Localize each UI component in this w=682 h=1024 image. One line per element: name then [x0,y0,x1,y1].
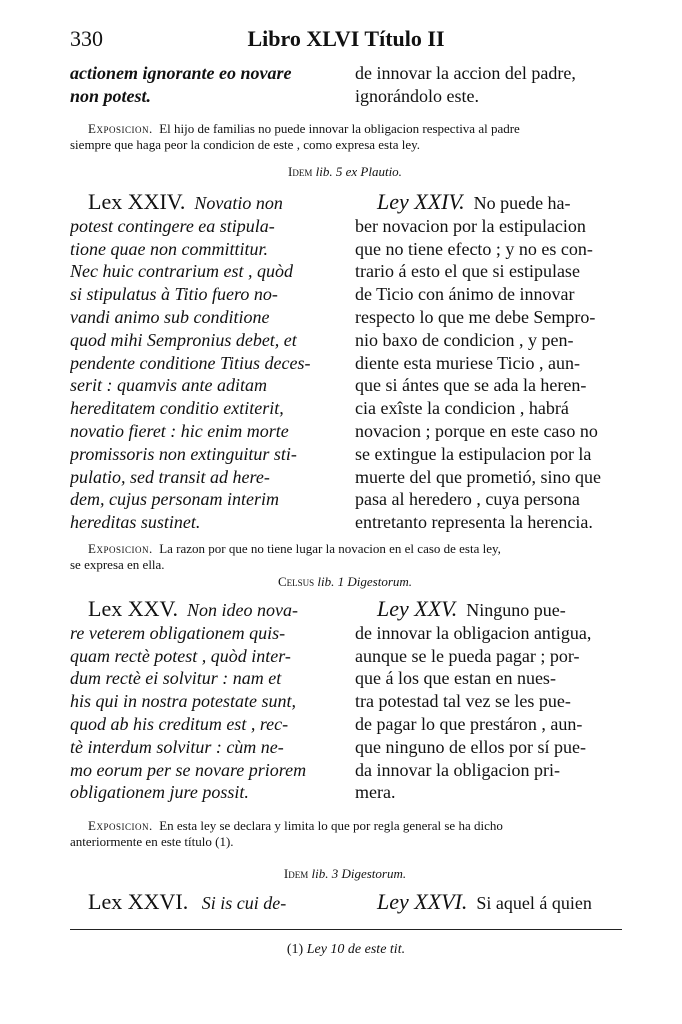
latin-line: tè interdum solvitur : cùm ne- [70,736,284,757]
latin-line: Novatio non [194,193,283,213]
exposition-text: En esta ley se declara y limita lo que por regla general se ha dicho [159,818,503,833]
latin-line: novatio fieret : hic enim morte [70,420,289,441]
spanish-line: que á los que estan en nues- [355,668,556,689]
latin-line: potest contingere ea stipula- [70,215,275,236]
latin-line: serit : quamvis ante aditam [70,375,267,396]
spanish-line: entretanto representa la herencia. [355,512,593,533]
spanish-line: muerte del que prometió, sino que [355,466,601,487]
spanish-line: que no tiene efecto ; y no es con- [355,238,593,259]
source-author: Idem [288,164,313,179]
ley-heading: Ley XXV. [377,598,458,621]
latin-line: vandi animo sub conditione [70,306,270,327]
lex-heading: Lex XXV. [88,598,179,621]
ley-heading: Ley XXVI. [377,891,468,914]
spanish-line: trario á esto el que si estipulase [355,261,580,282]
exposition-text: El hijo de familias no puede innovar la obligacion respectiva al padre [159,121,520,136]
latin-column [70,891,342,915]
latin-line: obligationem jure possit. [70,782,249,803]
latin-line: dem, cujus personam interim [70,489,279,510]
exposition-label: Exposicion. [88,818,153,833]
spanish-line: de Ticio con ánimo de innovar [355,284,575,305]
spanish-line: novacion ; porque en este caso no [355,420,598,441]
spanish-line: se extingue la estipulacion por la [355,443,592,464]
source-author: Idem [283,866,309,881]
spanish-line: de innovar la obligacion antigua, [355,622,592,643]
spanish-column [355,598,620,804]
latin-line: quam rectè potest , quòd inter- [70,645,291,666]
latin-line: actionem ignorante eo novare [70,63,292,83]
spanish-line: mera. [355,782,396,803]
latin-line: his qui in nostra potestate sunt, [70,691,297,712]
spanish-column [355,191,620,534]
exposition-text: anteriormente en este título (1). [70,834,234,849]
latin-line: quod mihi Sempronius debet, et [70,329,297,350]
continuation-block [70,62,620,110]
latin-line: quod ab his creditum est , rec- [70,713,289,734]
footnote [70,942,622,958]
source-citation-1 [70,164,620,180]
spanish-line: Si aquel á quien [476,893,592,913]
running-header [70,26,622,54]
spanish-line: ber novacion por la estipulacion [355,215,586,236]
latin-column [70,598,342,804]
latin-line: hereditatem conditio extiterit, [70,398,284,419]
lex-24-block [70,191,620,531]
lex-26-block [70,891,620,919]
spanish-line: que si ántes que se ada la heren- [355,375,587,396]
spanish-column [355,62,620,108]
spanish-line: nio baxo de condicion , y pen- [355,329,574,350]
spanish-line: Ninguno pue- [466,600,566,620]
source-ref: lib. 5 ex Plautio. [315,164,402,179]
exposition-1 [70,121,625,153]
exposition-text: siempre que haga peor la condicion de este , como expresa esta ley. [70,137,421,152]
running-title: Libro XLVI Título II [247,26,445,51]
spanish-line: cia exîste la condicion , habrá [355,398,569,419]
ley-heading: Ley XXIV. [377,191,465,214]
spanish-line: que ninguno de ellos por sí pue- [355,736,586,757]
latin-line: pulatio, sed transit ad here- [70,466,270,487]
latin-line: dum rectè ei solvitur : nam et [70,668,282,689]
source-citation-3 [70,866,620,882]
latin-line: non potest. [70,85,152,106]
spanish-line: de innovar la accion del padre, [355,63,576,83]
source-author: Celsus [277,574,315,589]
spanish-line: No puede ha- [473,193,571,213]
latin-line: pendente conditione Titius deces- [70,352,311,373]
footnote-rule [70,929,622,930]
spanish-line: pasa al heredero , cuya persona [355,489,580,510]
latin-line: si stipulatus à Titio fuero no- [70,284,278,305]
spanish-line: tra potestad tal vez se les pue- [355,691,571,712]
latin-line: mo eorum per se novare priorem [70,759,307,780]
spanish-line: da innovar la obligacion pri- [355,759,560,780]
latin-column [70,191,342,534]
exposition-label: Exposicion. [88,541,153,556]
latin-line: Si is cui de- [201,893,287,913]
spanish-line: de pagar lo que prestáron , aun- [355,713,583,734]
source-ref: lib. 1 Digestorum. [317,574,413,589]
spanish-line: ignorándolo este. [355,85,479,106]
latin-line: re veterem obligationem quis- [70,622,286,643]
source-ref: lib. 3 Digestorum. [311,866,407,881]
latin-line: tione quae non committitur. [70,238,268,259]
lex-heading: Lex XXVI. [88,891,189,914]
exposition-text: se expresa en ella. [70,557,165,572]
spanish-line: respecto lo que me debe Sempro- [355,306,596,327]
source-citation-2 [70,574,620,590]
spanish-line: diente esta muriese Ticio , aun- [355,352,580,373]
lex-heading: Lex XXIV. [88,191,186,214]
exposition-3 [70,818,625,850]
exposition-text: La razon por que no tiene lugar la novacion en el caso de esta ley, [159,541,501,556]
footnote-text: Ley 10 de este tit. [306,942,406,957]
lex-25-block [70,598,620,808]
latin-column [70,62,342,108]
page-number: 330 [70,26,103,51]
footnote-mark: (1) [286,942,304,957]
latin-line: Non ideo nova- [187,600,299,620]
latin-line: hereditas sustinet. [70,512,201,533]
exposition-2 [70,541,625,573]
latin-line: promissoris non extinguitur sti- [70,443,297,464]
spanish-line: aunque se le pueda pagar ; por- [355,645,580,666]
exposition-label: Exposicion. [88,121,153,136]
spanish-column [355,891,620,915]
latin-line: Nec huic contrarium est , quòd [70,261,293,282]
